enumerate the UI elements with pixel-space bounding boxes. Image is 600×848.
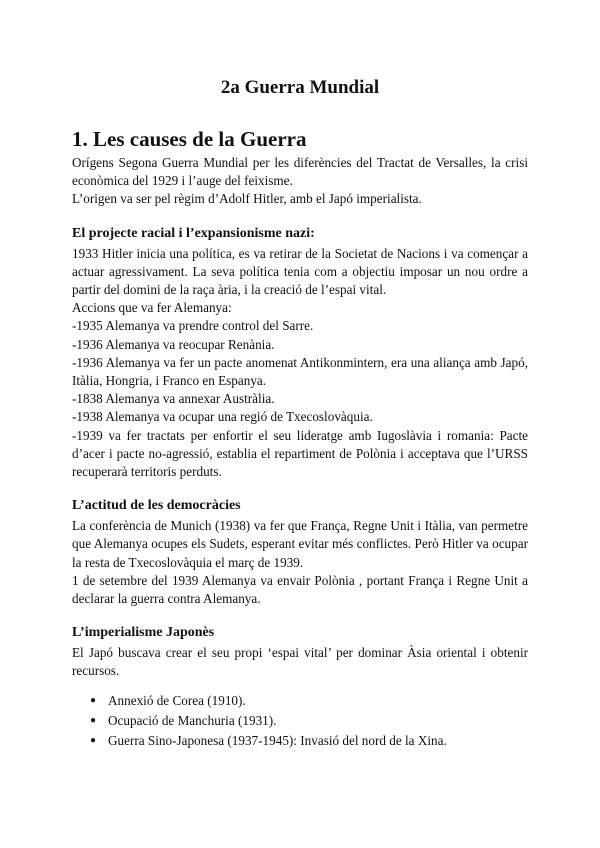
document-page xyxy=(72,72,528,751)
bullet-list-japan xyxy=(72,691,528,751)
paragraph-origin-hitler: L’origen va ser pel règim d’Adolf Hitler, amb el Japó imperialista. xyxy=(72,191,422,207)
action-item: -1838 Alemanya va annexar Austràlia. xyxy=(72,391,275,407)
list-item: ● Annexió de Corea (1910). xyxy=(90,691,528,711)
subheading-democracies: L’actitud de les democràcies xyxy=(72,498,241,514)
action-item: -1939 va fer tractats per enfortir el seu lideratge amb Iugoslàvia i romania: Pacte d’acer i pacte no-agressió, establia el repartiment de Polònia i acceptava que l’URSS recuperarà territoris perduts. xyxy=(72,427,528,480)
subheading-japanese-imperialism: L’imperialisme Japonès xyxy=(72,625,215,641)
action-item: -1936 Alemanya va fer un pacte anomenat Antikonmintern, era una aliança amb Japó, Itàlia, Hongria, i Franco en Espanya. xyxy=(72,354,528,389)
list-item: ● Ocupació de Manchuria (1931). xyxy=(90,711,528,731)
paragraph-hitler-policy: 1933 Hitler inicia una política, es va retirar de la Societat de Nacions i va començar a actuar agressivament. La seva política tenia com a objectiu imposar un nou ordre a partir del domini de la raça ària, i la creació de l’espai vital. xyxy=(72,245,528,298)
paragraph-japan-intro: El Japó buscava crear el seu propi ‘espai vital’ per dominar Àsia oriental i obtenir recursos. xyxy=(72,645,528,679)
list-item: ● Guerra Sino-Japonesa (1937-1945): Invasió del nord de la Xina. xyxy=(90,731,528,751)
action-item: -1938 Alemanya va ocupar una regió de Txecoslovàquia. xyxy=(72,409,373,425)
action-item: -1935 Alemanya va prendre control del Sarre. xyxy=(72,318,314,334)
section-heading-causes: 1. Les causes de la Guerra xyxy=(72,127,307,151)
subheading-racial-project: El projecte racial i l’expansionisme nazi: xyxy=(72,225,315,241)
action-item: -1936 Alemanya va reocupar Renània. xyxy=(72,336,275,352)
paragraph-actions-label: Accions que va fer Alemanya: xyxy=(72,300,232,316)
document-title: 2a Guerra Mundial xyxy=(220,77,380,98)
paragraph-origins: Orígens Segona Guerra Mundial per les diferències del Tractat de Versalles, la crisi econòmica del 1929 i l’auge del feixisme. xyxy=(72,155,528,189)
paragraph-munich: La conferència de Munich (1938) va fer que França, Regne Unit i Itàlia, van permetre que Alemanya ocupes els Sudets, esperant evitar més conflictes. Però Hitler va ocupar la resta de Txecoslovàquia el març de 1939. xyxy=(72,518,528,570)
paragraph-poland-invasion: 1 de setembre del 1939 Alemanya va envair Polònia , portant França i Regne Unit a declarar la guerra contra Alemanya. xyxy=(72,572,528,607)
